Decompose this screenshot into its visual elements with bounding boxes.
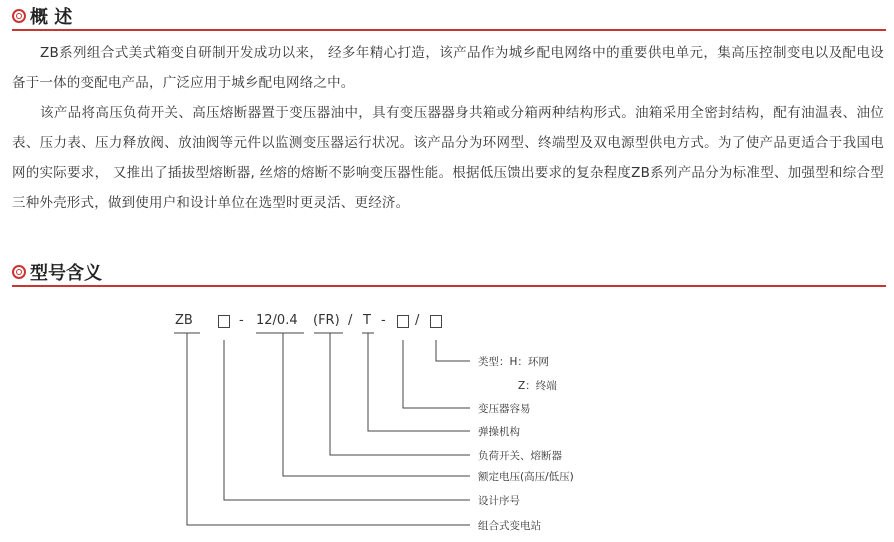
code-fr: (FR) xyxy=(313,313,340,328)
model-heading xyxy=(12,260,102,284)
label-type-z: Z：终端 xyxy=(518,380,557,392)
code-t: T xyxy=(363,313,371,328)
label-capacity: 变压器容易 xyxy=(478,403,531,415)
code-slash-1: / xyxy=(348,313,353,328)
label-load-switch: 负荷开关、熔断器 xyxy=(478,450,562,462)
double-circle-icon xyxy=(12,9,26,23)
code-capacity-box xyxy=(397,315,409,328)
label-design-number: 设计序号 xyxy=(478,495,520,507)
code-dash-2: - xyxy=(381,313,386,328)
label-substation: 组合式变电站 xyxy=(478,520,541,532)
model-code-diagram xyxy=(0,300,894,542)
code-slash-2: / xyxy=(415,313,420,328)
code-voltage: 12/0.4 xyxy=(256,313,298,328)
label-spring-mechanism: 弹操机构 xyxy=(478,426,520,438)
overview-divider xyxy=(12,29,886,31)
overview-heading xyxy=(12,4,72,28)
model-code-connector-lines xyxy=(0,300,894,542)
overview-paragraph-1: ZB系列组合式美式箱变自研制开发成功以来， 经多年精心打造，该产品作为城乡配电网络中的重要供电单元，集高压控制变电以及配电设备于一体的变配电产品，广泛应用于城乡配电网络之中。 xyxy=(12,45,884,91)
overview-paragraph-2: 该产品将高压负荷开关、高压熔断器置于变压器油中，具有变压器器身共箱或分箱两种结构形式。油箱采用全密封结构，配有油温表、油位表、压力表、压力释放阀、放油阀等元件以监测变压器运行状况。该产品分为环网型、终端型及双电源型供电方式。为了使产品更适合于我国电网的实际要求， 又推出了插拔型熔断器, 丝熔的熔断不影响变压器性能。根据低压馈出要求的复杂程度ZB系列产品分为标准型、加强型和综合型三种外壳形式，做到使用户和设计单位在选型时更灵活、更经济。 xyxy=(12,105,884,211)
code-dash-1: - xyxy=(239,313,244,328)
double-circle-icon xyxy=(12,265,26,279)
model-divider xyxy=(12,285,886,287)
code-type-box xyxy=(430,315,442,328)
code-design-box xyxy=(218,315,230,328)
overview-title: 概 述 xyxy=(30,7,73,28)
model-title: 型号含义 xyxy=(30,263,102,284)
code-zb: ZB xyxy=(175,313,193,328)
label-rated-voltage: 额定电压(高压/低压) xyxy=(478,471,574,483)
label-type-h: 类型：H：环网 xyxy=(478,356,549,368)
